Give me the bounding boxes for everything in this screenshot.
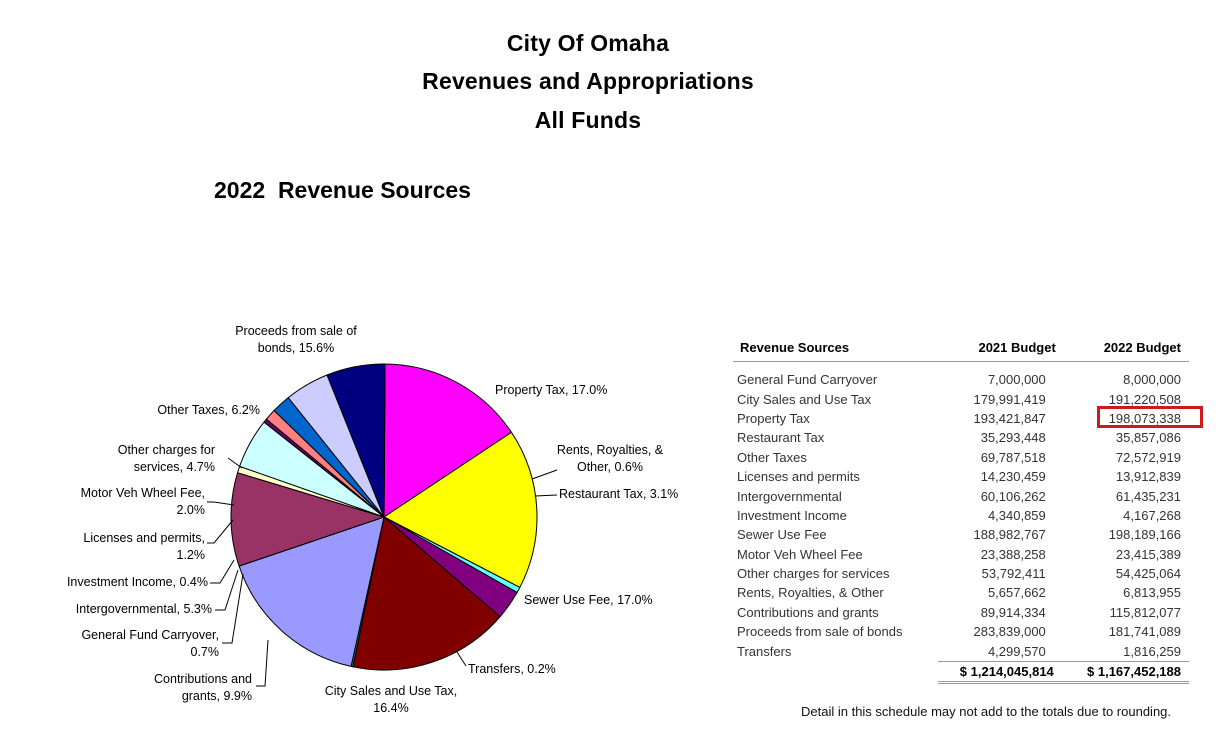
total-2021: $ 1,214,045,814 (938, 661, 1066, 682)
leader-line (228, 458, 242, 468)
row-label: Proceeds from sale of bonds (737, 624, 903, 640)
slice-label: Investment Income, 0.4% (66, 575, 208, 589)
row-2022-value: 191,220,508 (1108, 391, 1181, 407)
row-2022-value: 4,167,268 (1123, 507, 1181, 523)
table-total-row (733, 661, 1189, 682)
slice-label: Contributions and (154, 672, 252, 686)
table-row (733, 506, 1189, 525)
slice-label: 1.2% (176, 548, 205, 562)
slice-label: Proceeds from sale of (235, 324, 357, 338)
slice-label: Property Tax, 17.0% (495, 383, 608, 397)
row-label: Motor Veh Wheel Fee (737, 546, 863, 562)
row-2022-value: 35,857,086 (1115, 430, 1181, 446)
slice-label: Rents, Royalties, & (556, 443, 664, 457)
table-row (733, 486, 1189, 505)
row-2022-value: 6,813,955 (1123, 585, 1181, 601)
row-label: City Sales and Use Tax (737, 391, 872, 407)
slice-label: Transfers, 0.2% (468, 662, 556, 676)
highlight-box (1097, 406, 1203, 428)
row-2022-value: 1,816,259 (1123, 643, 1181, 659)
header-2022-budget: 2022 Budget (1066, 340, 1189, 362)
leader-line (532, 470, 557, 479)
report-subtitle: Revenues and Appropriations (422, 68, 754, 94)
row-2021-value: 53,792,411 (981, 566, 1046, 582)
slice-label: Motor Veh Wheel Fee, (80, 486, 205, 500)
row-2021-value: 35,293,448 (980, 430, 1046, 446)
row-2021-value: 4,299,570 (987, 643, 1046, 659)
row-2021-value: 23,388,258 (980, 546, 1046, 562)
row-2022-value: 72,572,919 (1115, 449, 1181, 465)
row-2021-value: 5,657,662 (987, 585, 1046, 601)
header-2021-budget: 2021 Budget (938, 340, 1066, 362)
row-2021-value: 193,421,847 (973, 410, 1046, 426)
slice-label: bonds, 15.6% (257, 341, 335, 355)
table-row (733, 428, 1189, 447)
slice-label: Restaurant Tax, 3.1% (559, 487, 679, 501)
slice-label: 16.4% (373, 701, 409, 715)
row-2021-value: 89,914,334 (980, 604, 1046, 620)
slice-label: 2.0% (176, 503, 205, 517)
total-2022: $ 1,167,452,188 (1066, 661, 1189, 682)
table-row (733, 448, 1189, 467)
row-label: Other charges for services (737, 566, 890, 582)
slice-label: Licenses and permits, (83, 531, 205, 545)
row-2022-value: 13,912,839 (1115, 469, 1181, 485)
table-spacer (733, 362, 1189, 371)
row-2022-value: 198,189,166 (1108, 527, 1181, 543)
table-row (733, 603, 1189, 622)
header-revenue-sources: Revenue Sources (733, 340, 938, 362)
footnote: Detail in this schedule may not add to the totals due to rounding. (801, 704, 1172, 719)
row-2022-value: 23,415,389 (1115, 546, 1181, 562)
row-label: Investment Income (737, 507, 847, 523)
slice-label: City Sales and Use Tax, (324, 684, 458, 698)
slice-label: 0.7% (190, 645, 219, 659)
row-2022-value: 198,073,338 (1108, 410, 1181, 426)
report-fund-scope: All Funds (534, 107, 642, 133)
slice-label: services, 4.7% (133, 460, 215, 474)
row-label: Licenses and permits (737, 469, 860, 485)
row-label: Other Taxes (737, 449, 807, 465)
table-header-row (733, 340, 1189, 362)
row-2022-value: 115,812,077 (1109, 604, 1181, 620)
row-2021-value: 4,340,859 (987, 507, 1046, 523)
row-label: Contributions and grants (737, 604, 879, 620)
row-2021-value: 179,991,419 (973, 391, 1046, 407)
row-2021-value: 69,787,518 (980, 449, 1046, 465)
row-label: General Fund Carryover (737, 372, 878, 388)
leader-line (535, 495, 557, 496)
leader-line (207, 502, 234, 505)
slice-label: Other charges for (117, 443, 215, 457)
leader-line (256, 640, 268, 686)
row-2022-value: 61,435,231 (1115, 488, 1181, 504)
table-row (733, 564, 1189, 583)
row-2022-value: 54,425,064 (1115, 566, 1181, 582)
row-2021-value: 60,106,262 (980, 488, 1046, 504)
table-row (733, 583, 1189, 602)
row-label: Property Tax (737, 410, 810, 426)
row-label: Restaurant Tax (737, 430, 825, 446)
total-blank (733, 661, 938, 682)
row-label: Intergovernmental (737, 488, 842, 504)
chart-title: 2022 Revenue Sources (214, 177, 471, 203)
table-row (733, 641, 1189, 661)
row-label: Transfers (737, 643, 792, 659)
table-row (733, 467, 1189, 486)
row-2022-value: 8,000,000 (1123, 372, 1181, 388)
table-row (733, 622, 1189, 641)
slice-label: grants, 9.9% (181, 689, 252, 703)
table-row (733, 370, 1189, 389)
slice-label: Other Taxes, 6.2% (157, 403, 260, 417)
row-2021-value: 283,839,000 (973, 624, 1046, 640)
table-row (733, 525, 1189, 544)
leader-line (207, 520, 233, 543)
table-row (733, 545, 1189, 564)
row-2021-value: 14,230,459 (980, 469, 1046, 485)
leader-line (210, 560, 234, 583)
leader-line (457, 652, 466, 666)
row-2021-value: 7,000,000 (987, 372, 1046, 388)
revenue-table (733, 340, 1189, 684)
report-title: City Of Omaha (506, 30, 670, 56)
row-label: Sewer Use Fee (737, 527, 827, 543)
row-label: Rents, Royalties, & Other (737, 585, 884, 601)
slice-label: General Fund Carryover, (81, 628, 219, 642)
slice-label: Intergovernmental, 5.3% (75, 602, 212, 616)
leader-line (215, 570, 238, 610)
row-2021-value: 188,982,767 (973, 527, 1046, 543)
slice-label: Other, 0.6% (576, 460, 644, 474)
row-2022-value: 181,741,089 (1108, 624, 1181, 640)
slice-label: Sewer Use Fee, 17.0% (524, 593, 653, 607)
